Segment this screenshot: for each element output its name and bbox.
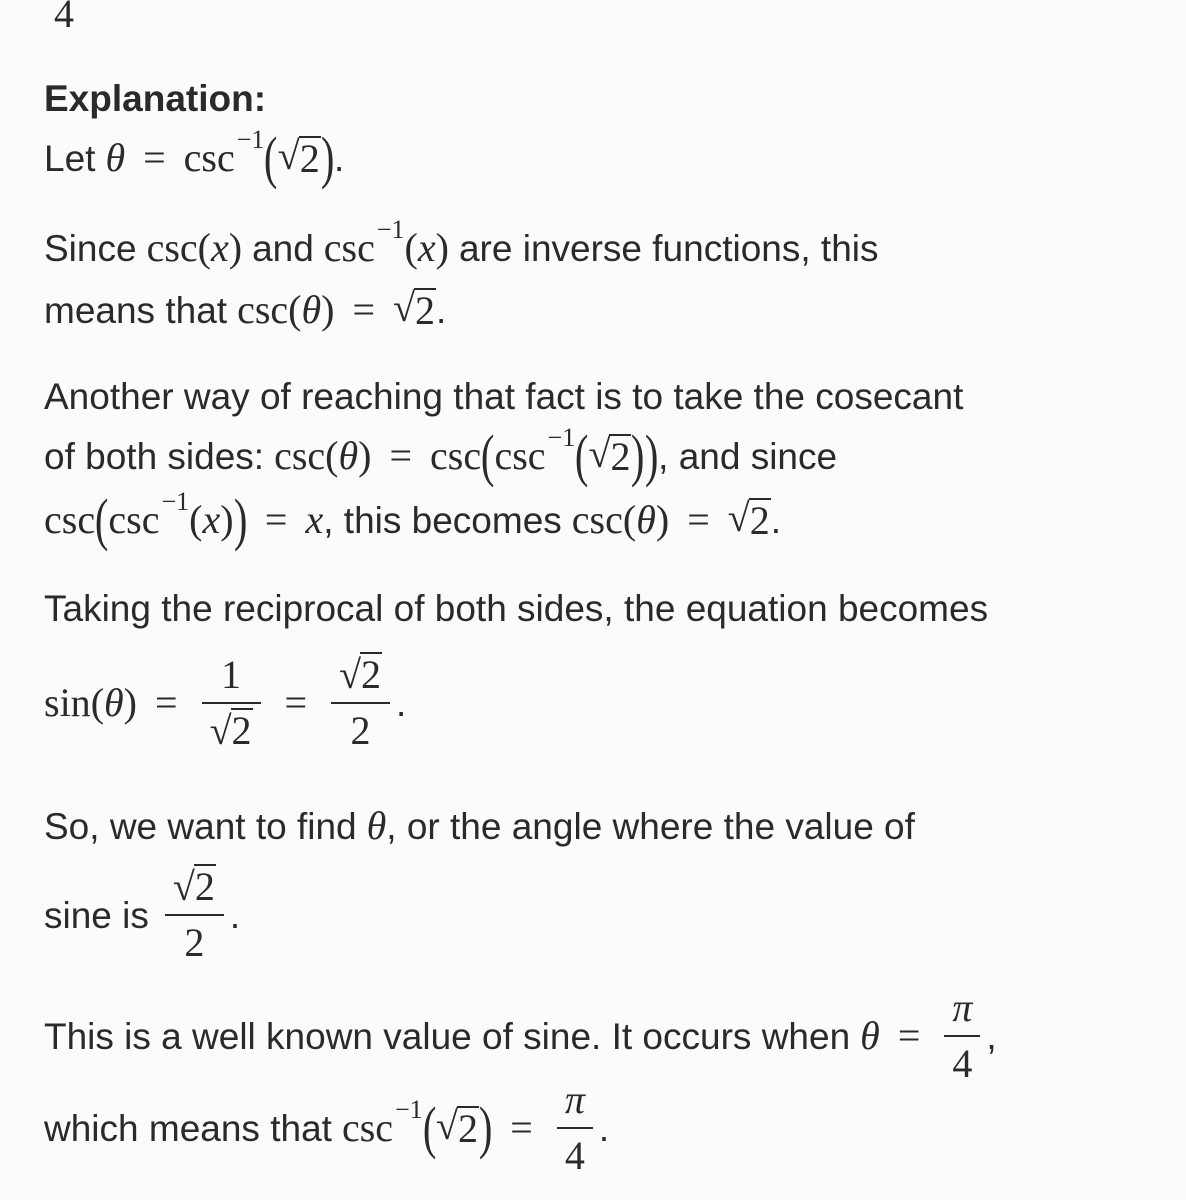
paragraph-reciprocal-formula: sin ( θ ) = 1 √ 2 = √ 2 2 . — [44, 652, 407, 753]
fraction-one-over-sqrt2: 1 √ 2 — [202, 652, 261, 754]
paragraph-another-line3: csc ( csc −1 ( x ) ) = x , this becomes csc ( θ ) = √ 2 . — [44, 487, 781, 552]
fraction-pi-over-four-b: $\frac{\pi}{4}$ — [557, 1077, 593, 1179]
formula-arccsc-sqrt2-result: csc −1 ( √ 2 ) = $\frac{\pi}{4}$ — [342, 1077, 599, 1179]
paragraph-another-line2: of both sides: csc ( θ ) = csc ( csc −1 ( √ 2 ) ) , and since — [44, 423, 838, 488]
formula-csc-x: csc ( x ) — [146, 225, 243, 270]
formula-csc-theta-eq: csc ( θ ) = √ 2 — [237, 285, 435, 333]
top-fragment: 4 — [54, 0, 74, 36]
explanation-heading: Explanation: — [44, 78, 267, 119]
formula-theta: θ — [366, 803, 387, 848]
fraction-sqrt2-over-two-b: √ 2 2 — [165, 864, 224, 966]
paragraph-since-line1: Since csc ( x ) and csc −1 ( x ) are inverse functions, this — [44, 215, 879, 270]
paragraph-find-line1: So, we want to find θ , or the angle where the value of — [44, 803, 915, 848]
formula-csc-both-sides: csc ( θ ) = csc ( csc −1 ( √ 2 ) ) — [274, 423, 659, 488]
formula-arccsc-x: csc −1 ( x ) — [323, 215, 449, 270]
formula-becomes-sqrt2: csc ( θ ) = √ 2 — [571, 495, 770, 543]
paragraph-known-line1: This is a well known value of sine. It occurs when θ = $\frac{\pi}{4}$ , — [44, 985, 997, 1086]
formula-sin-theta: sin ( θ ) = 1 √ 2 = √ 2 2 — [44, 652, 396, 754]
fraction-pi-over-four: $\frac{\pi}{4}$ — [944, 985, 980, 1087]
paragraph-known-line2: which means that csc −1 ( √ 2 ) = $\frac{\pi}{4}$ . — [44, 1077, 610, 1178]
formula-csc-arccsc-x: csc ( csc −1 ( x ) ) = x — [44, 487, 324, 552]
paragraph-another-line1: Another way of reaching that fact is to take the cosecant — [44, 376, 964, 417]
fraction-sqrt2-over-two: √ 2 2 — [331, 652, 390, 754]
paragraph-find-line2: sine is √ 2 2 . — [44, 864, 241, 965]
formula-theta-def: θ = csc −1 ( √ 2 ) — [105, 125, 335, 190]
paragraph-reciprocal-line1: Taking the reciprocal of both sides, the equation becomes — [44, 588, 989, 629]
formula-theta-pi-over-four: θ = $\frac{\pi}{4}$ — [860, 985, 986, 1087]
formula-sine-value — [159, 864, 230, 966]
paragraph-since-line2: means that csc ( θ ) = √ 2 . — [44, 285, 447, 333]
paragraph-let: Let θ = csc −1 ( √ 2 ) . — [44, 125, 345, 190]
